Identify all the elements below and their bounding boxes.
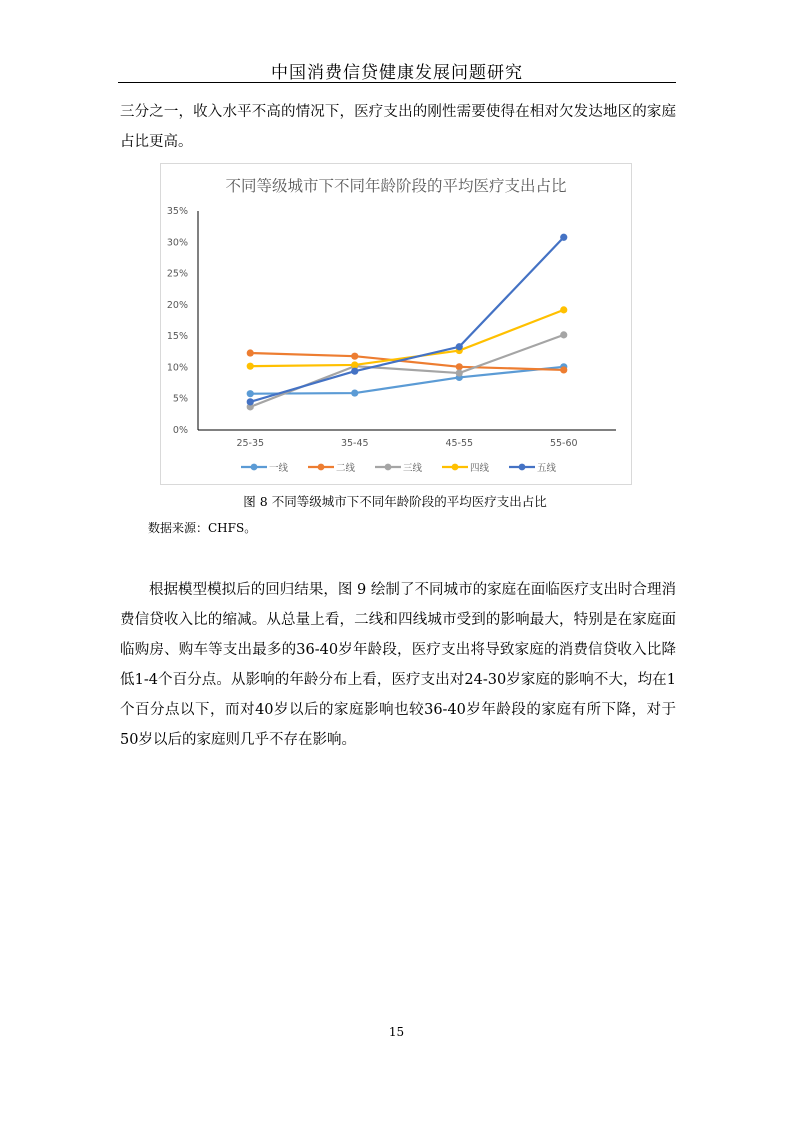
data-point-三线: [456, 369, 463, 376]
legend-marker-二线: [318, 464, 325, 471]
series-line-四线: [250, 310, 564, 366]
legend-marker-一线: [251, 464, 258, 471]
data-point-五线: [456, 343, 463, 350]
data-point-二线: [456, 363, 463, 370]
data-point-二线: [351, 353, 358, 360]
legend-label-五线: 五线: [537, 463, 557, 474]
paragraph-2: 根据模型模拟后的回归结果，图 9 绘制了不同城市的家庭在面临医疗支出时合理消费信贷收入比的缩减。从总量上看，二线和四线城市受到的影响最大，特别是在家庭面临购房、购车等支出最多的36-40岁年龄段，医疗支出将导致家庭的消费信贷收入比降低1-4个百分点。从影响的年龄分布上看，医疗支出对24-30岁家庭的影响不大，均在1个百分点以下，而对40岁以后的家庭影响也较36-40岁年龄段的家庭有所下降，对于50岁以后的家庭则几乎不存在影响。: [120, 582, 676, 748]
data-point-一线: [351, 389, 358, 396]
legend-marker-三线: [385, 464, 392, 471]
x-tick-label: 35-45: [340, 438, 369, 449]
legend-label-四线: 四线: [470, 463, 490, 474]
line-chart: [161, 164, 631, 484]
y-tick-label: 10%: [166, 362, 188, 374]
y-tick-label: 5%: [172, 393, 188, 405]
series-line-二线: [250, 353, 564, 370]
data-point-五线: [247, 398, 254, 405]
legend-label-一线: 一线: [269, 463, 289, 474]
x-tick-label: 45-55: [445, 438, 474, 449]
legend-label-二线: 二线: [336, 463, 356, 474]
y-tick-label: 30%: [166, 237, 188, 249]
y-tick-label: 15%: [166, 331, 188, 343]
data-point-二线: [560, 366, 567, 373]
x-tick-label: 55-60: [549, 438, 578, 449]
header-rule: [118, 82, 676, 83]
data-point-五线: [560, 234, 567, 241]
data-point-二线: [247, 349, 254, 356]
legend-label-三线: 三线: [403, 463, 423, 474]
data-point-四线: [560, 306, 567, 313]
page-number: 15: [388, 1025, 405, 1039]
data-point-四线: [247, 363, 254, 370]
data-point-三线: [560, 331, 567, 338]
y-tick-label: 0%: [172, 425, 188, 436]
x-tick-label: 25-35: [236, 438, 265, 449]
data-source: 数据来源：CHFS。: [148, 521, 257, 535]
y-tick-label: 20%: [166, 299, 188, 311]
paragraph-1: 三分之一，收入水平不高的情况下，医疗支出的刚性需要使得在相对欠发达地区的家庭占比更高。: [120, 104, 676, 150]
data-point-一线: [247, 390, 254, 397]
running-header: 中国消费信贷健康发展问题研究: [271, 63, 523, 83]
figure-caption: 图 8 不同等级城市下不同年龄阶段的平均医疗支出占比: [243, 494, 547, 509]
data-point-五线: [351, 368, 358, 375]
data-point-四线: [351, 361, 358, 368]
chart-title: 不同等级城市下不同年龄阶段的平均医疗支出占比: [225, 177, 567, 195]
chart-frame: [160, 163, 632, 485]
series-line-五线: [250, 237, 564, 402]
y-tick-label: 35%: [166, 206, 188, 217]
legend-marker-四线: [452, 464, 459, 471]
legend-marker-五线: [519, 464, 526, 471]
y-tick-label: 25%: [166, 268, 188, 280]
